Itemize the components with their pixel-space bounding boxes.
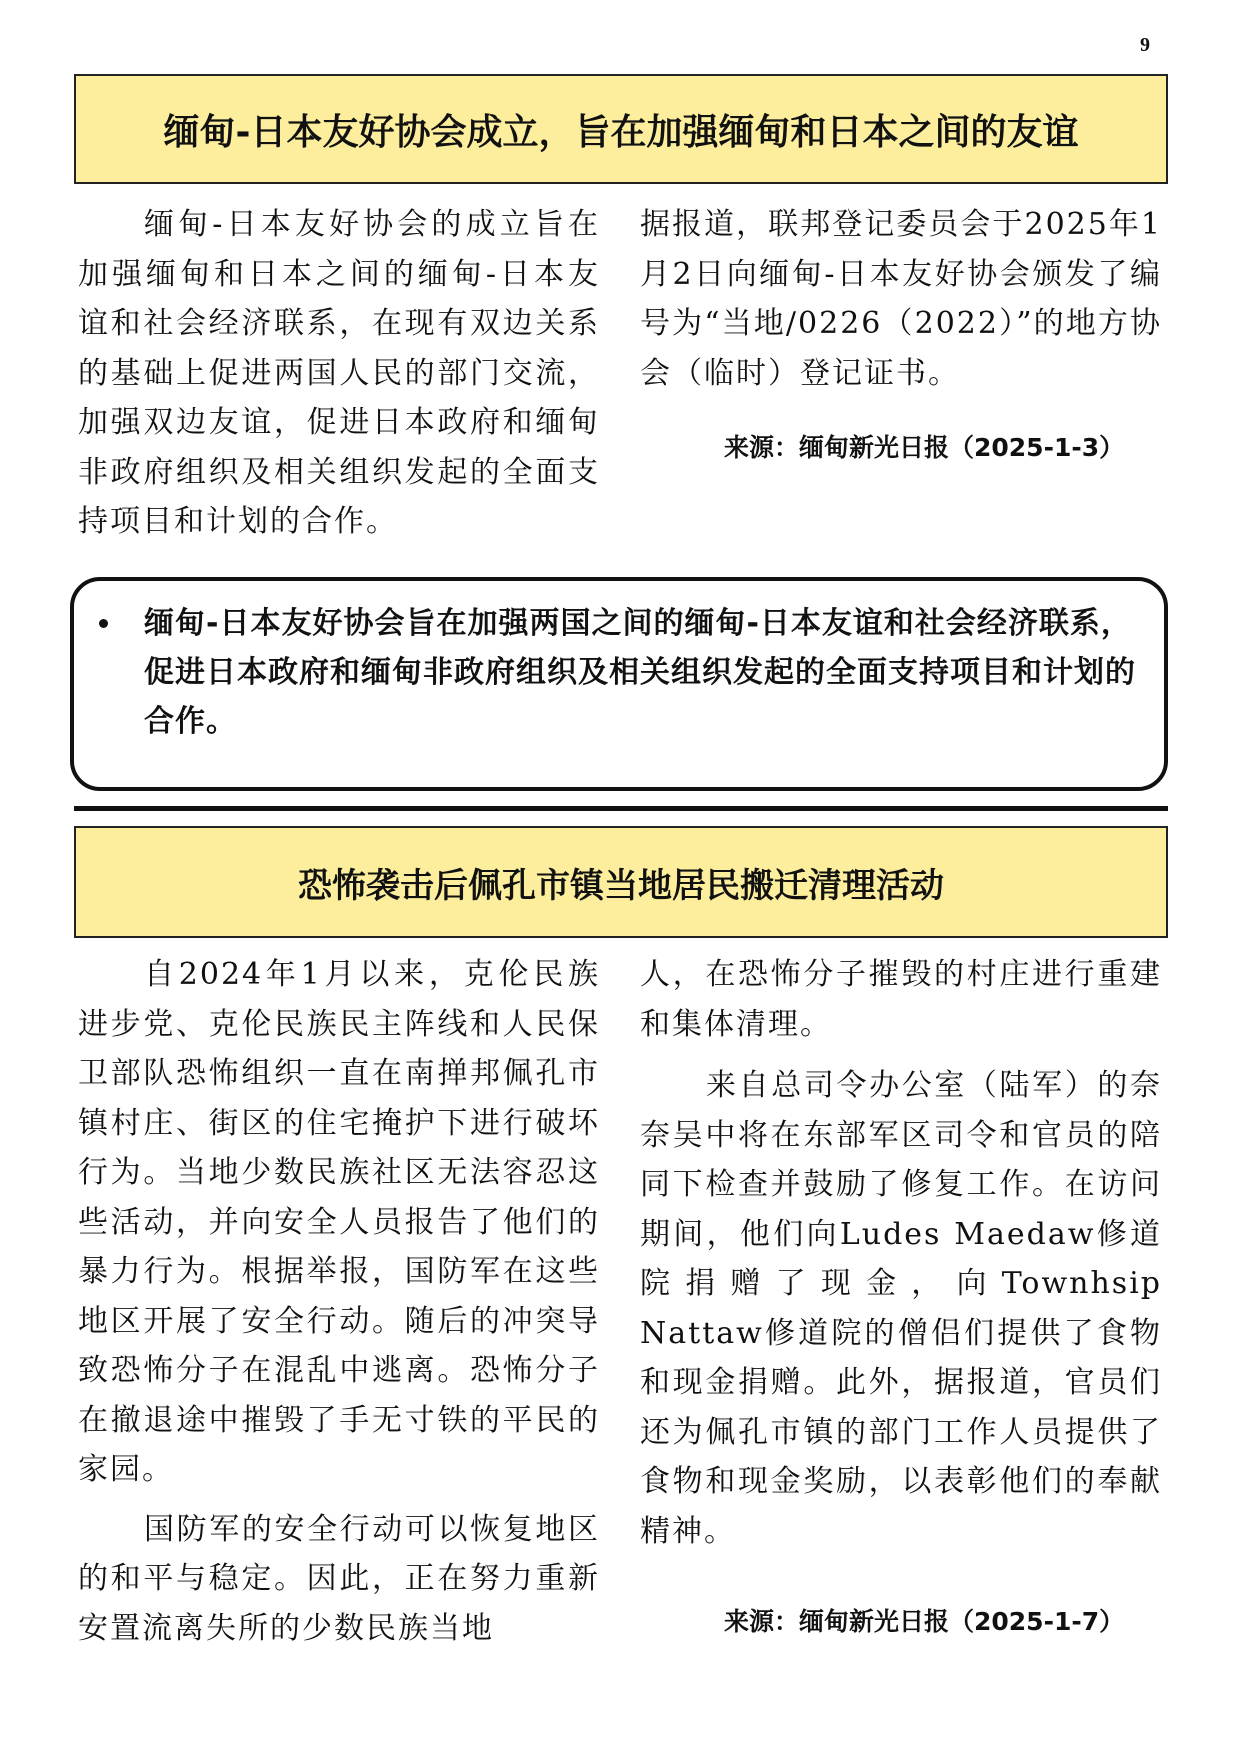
- article1-right-paragraph: 据报道，联邦登记委员会于2025年1月2日向缅甸-日本友好协会颁发了编号为“当地/0226（2022）”的地方协会（临时）登记证书。: [640, 207, 1162, 391]
- section-divider: [74, 806, 1168, 811]
- article2-headline: [74, 826, 1168, 938]
- article2-source: 来源：缅甸新光日报（2025-1-7）: [724, 1607, 1125, 1636]
- page-number: 9: [1140, 34, 1150, 56]
- article1-headline: [74, 74, 1168, 184]
- summary-box: [70, 577, 1168, 791]
- article2-left-column: [78, 950, 600, 1653]
- article2-right-column: [640, 950, 1162, 1556]
- article2-headline-text: 恐怖袭击后佩孔市镇当地居民搬迁清理活动: [298, 865, 944, 906]
- summary-bullet: • 缅甸-日本友好协会旨在加强两国之间的缅甸-日本友谊和社会经济联系，促进日本政府和缅甸非政府组织及相关组织发起的全面支持项目和计划的合作。: [124, 599, 1142, 746]
- article2-right-paragraph-1: 人，在恐怖分子摧毁的村庄进行重建和集体清理。: [640, 957, 1162, 1042]
- article1-left-paragraph: 缅甸-日本友好协会的成立旨在加强缅甸和日本之间的缅甸-日本友谊和社会经济联系，在现有双边关系的基础上促进两国人民的部门交流，加强双边友谊，促进日本政府和缅甸非政府组织及相关组织发起的全面支持项目和计划的合作。: [78, 207, 600, 539]
- article1-left-column: [78, 200, 600, 547]
- article1-source: 来源：缅甸新光日报（2025-1-3）: [724, 433, 1125, 462]
- article2-right-paragraph-2: 来自总司令办公室（陆军）的奈奈吴中将在东部军区司令和官员的陪同下检查并鼓励了修复工作。在访问期间，他们向Ludes Maedaw修道院捐赠了现金，向Townhsip Nattaw修道院的僧侣们提供了食物和现金捐赠。此外，据报道，官员们还为佩孔市镇的部门工作人员提供了食物和现金奖励，以表彰他们的奉献精神。: [640, 1068, 1162, 1549]
- article1-headline-text: 缅甸-日本友好协会成立，旨在加强缅甸和日本之间的友谊: [163, 111, 1079, 153]
- article2-left-paragraph-2: 国防军的安全行动可以恢复地区的和平与稳定。因此，正在努力重新安置流离失所的少数民族当地: [78, 1511, 600, 1646]
- article2-left-paragraph-1: 自2024年1月以来，克伦民族进步党、克伦民族民主阵线和人民保卫部队恐怖组织一直在南掸邦佩孔市镇村庄、街区的住宅掩护下进行破坏行为。当地少数民族社区无法容忍这些活动，并向安全人员报告了他们的暴力行为。根据举报，国防军在这些地区开展了安全行动。随后的冲突导致恐怖分子在混乱中逃离。恐怖分子在撤退途中摧毁了手无寸铁的平民的家园。: [78, 957, 600, 1487]
- article1-right-column: [640, 200, 1162, 398]
